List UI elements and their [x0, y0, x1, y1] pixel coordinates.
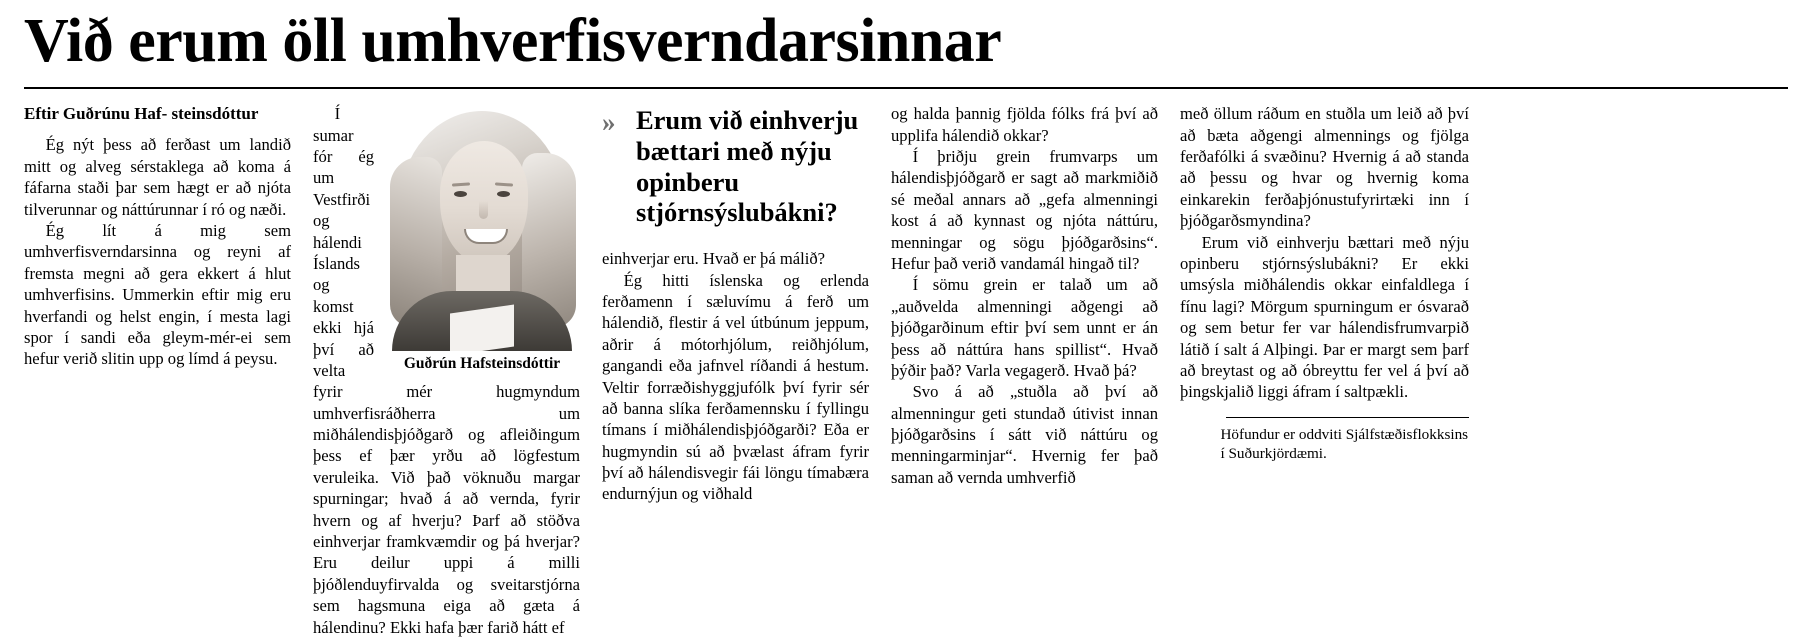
author-note-divider	[1226, 417, 1469, 418]
paragraph: Erum við einhverju bættari með nýju opinberu stjórnsýslubákni? Er ekki umsýsla miðhálendis okkar einfaldlega í fínu lagi? Mörgum spurningum er ósvarað og sem betur fer var hálendisfrumvarpið látið í salt á Alþingi. Þar er margt sem þarf að breytast og að óbreyttu fer vel á því að þingskjalið liggi áfram í saltpækli.	[1180, 232, 1469, 402]
paragraph: einhverjar eru. Hvað er þá málið?	[602, 249, 825, 269]
quote-mark-icon: »	[602, 107, 616, 138]
article-column-2	[313, 103, 602, 638]
article-column-4	[891, 103, 1180, 638]
portrait-caption: Guðrún Hafsteinsdóttir	[403, 355, 561, 373]
paragraph: og halda þannig fjölda fólks frá því að upplifa hálendið okkar?	[891, 104, 1158, 145]
portrait-figure	[384, 105, 580, 374]
article-column-3	[602, 103, 891, 638]
portrait-collar	[450, 305, 514, 351]
paragraph: Ég lít á mig sem umhverfisverndarsinna og reyni af fremsta megni að gera ekkert á hlut umhverfisins. Ummerkin eftir mig eru hverfandi og helst engin, í mesta lagi spor í sandi eða gleym-mér-ei sem hefur verið slitin upp og límd á peysu.	[24, 221, 291, 369]
author-note: Höfundur er oddviti Sjálfstæðisflokksins í Suðurkjördæmi.	[1220, 425, 1469, 462]
portrait-nose	[479, 201, 488, 219]
article-columns	[0, 89, 1812, 638]
paragraph: Svo á að „stuðla að því að almenningur geti stundað útivist innan þjóðgarðsins í sátt við náttúru og menningarminjar“. Hvernig fer það saman að vernda umhverfið	[891, 382, 1158, 487]
article-column-5	[1180, 103, 1469, 638]
pull-quote	[602, 105, 869, 228]
paragraph: Í sumar fór ég um Vestfirði og hálendi Íslands og komst ekki hjá því að velta fyrir mér hugmyndum umhverfisráðherra um miðhálendisþjóðgarð og afleiðingum þess ef þær yrðu að lögfestum veruleika. Við það vöknuðu margar spurningar; hvað á að vernda, fyrir hvern og af hverju? Þarf að stöðva einhverjar framkvæmdir og þá hverjar? Eru deilur uppi á milli þjóðlenduyfirvalda og sveitarstjórna sem hagsmuna eiga að gæta á hálendinu? Ekki hafa þær farið hátt ef	[313, 104, 580, 637]
paragraph: Ég hitti íslenska og erlenda ferðamenn í sæluvímu á ferð um hálendið, flestir á vel útbúnum jeppum, aðrir á mótorhjólum, reiðhjólum, gangandi eða jafnvel ríðandi á hestum. Veltir forræðishyggjufólk því fyrir sér að banna slíka ferðamennsku í fyllingu tímans í miðhálendisþjóðgarði? Eða er hugmyndin sú að þvælast áfram fyrir því að hálendisvegir fái löngu tímabæra endurnýjun og viðhald	[602, 270, 869, 504]
byline: Eftir Guðrúnu Haf- steinsdóttur	[24, 104, 259, 124]
article-column-1	[24, 103, 313, 638]
page-title: Við erum öll umhverfisverndarsinnar	[24, 7, 1002, 75]
paragraph: Í þriðju grein frumvarps um hálendisþjóðgarð er sagt að markmiðið sé meðal annars að „gefa almenningi kost á að kynnast og njóta náttúru, menningar og sögu þjóðgarðsins“. Hefur það verið vandamál hingað til?	[891, 147, 1158, 273]
paragraph: Ég nýt þess að ferðast um landið mitt og alveg sérstaklega að koma á fáfarna staði þar sem hægt er að njóta tilverunnar og náttúrunnar í ró og næði.	[24, 135, 291, 219]
author-portrait-photo	[384, 105, 580, 351]
paragraph: með öllum ráðum en stuðla um leið að því að bæta aðgengi almennings og fjölga ferðafólki á svæðinu? Hvernig á að standa að þessu og hvar og hvernig koma einkarekin ferðaþjónustufyrirtæki inn í þjóðgarðsmyndina?	[1180, 104, 1469, 231]
pull-quote-text: Erum við einhverju bættari með nýju opinberu stjórnsýslubákni?	[636, 105, 859, 228]
paragraph: Í sömu grein er talað um að „auðvelda almenningi aðgengi að þjóðgarðinum eftir því sem unnt er án þess að náttúra hans spillist“. Hvað þýðir það? Varla vegagerð. Hvað þá?	[891, 275, 1158, 380]
